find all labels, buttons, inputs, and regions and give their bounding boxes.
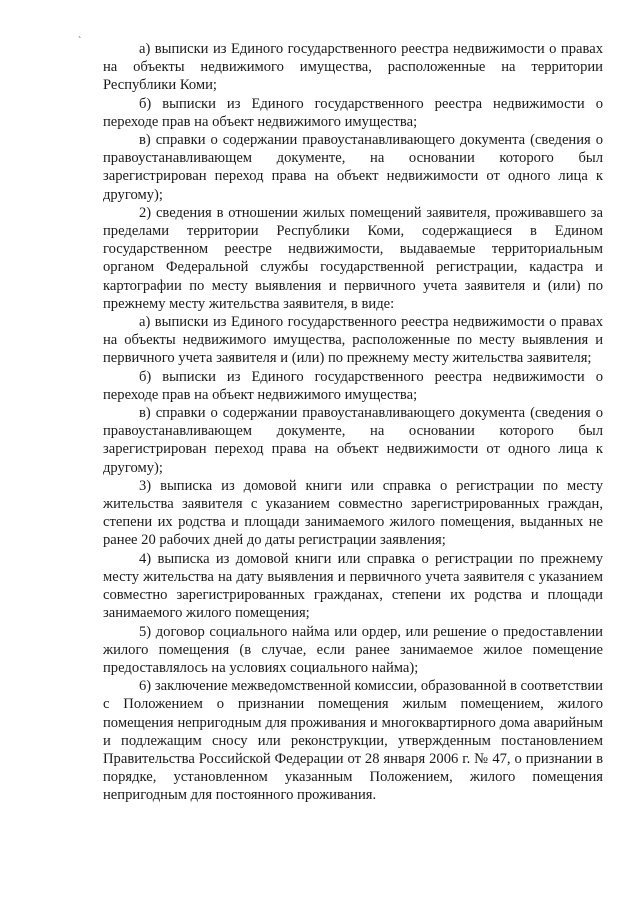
paragraph-5-social-lease: 5) договор социального найма или ордер, или решение о предоставлении жилого помещения (в случае, если ранее занимаемое жилое помещение предоставлялось на условиях социального найма); [103,623,603,676]
paragraph-1c-certificate: в) справки о содержании правоустанавливающего документа (сведения о правоустанавливающем документе, на основании которого был зарегистрирован переход права на объект недвижимости от одного лица к другому); [103,132,603,203]
paragraph-2a-extract-rights: а) выписки из Единого государственного реестра недвижимости о правах на объекты недвижимого имущества, расположенные по месту выявления и первичного учета заявителя и (или) по прежнему месту жительства заявителя; [103,314,603,367]
paragraph-3-house-book-extract: 3) выписка из домовой книги или справка о регистрации по месту жительства заявителя с указанием совместно зарегистрированных граждан, степени их родства и площади занимаемого жилого помещения, выданных не ранее 20 рабочих дней до даты регистрации заявления; [103,477,603,549]
document-page [103,40,603,805]
paragraph-1a-extract-rights: а) выписки из Единого государственного реестра недвижимости о правах на объекты недвижимого имущества, расположенные на территории Республики Коми; [103,41,603,94]
paragraph-2c-certificate: в) справки о содержании правоустанавливающего документа (сведения о правоустанавливающем документе, на основании которого был зарегистрирован переход права на объект недвижимости от одного лица к другому); [103,405,603,476]
paragraph-6-commission-conclusion: 6) заключение межведомственной комиссии, образованной в соответствии с Положением о признании помещения жилым помещением, жилого помещения непригодным для проживания и многоквартирного дома аварийным и подлежащим сносу или реконструкции, утвержденным постановлением Правительства Российской Федерации от 28 января 2006 г. № 47, о признании в порядке, установленном указанным Положением, жилого помещения непригодным для постоянного проживания. [103,678,603,804]
paragraph-1b-extract-transfer: б) выписки из Единого государственного реестра недвижимости о переходе прав на объект недвижимого имущества; [103,95,603,130]
paragraph-2-info-outside-komi: 2) сведения в отношении жилых помещений заявителя, проживавшего за пределами территории Республики Коми, содержащиеся в Едином государственном реестре недвижимости, выдаваемые территориальным органом Федеральной службы государственной регистрации, кадастра и картографии по месту выявления и первичного учета заявителя и (или) по прежнему месту жительства заявителя, в виде: [103,204,603,312]
paragraph-2b-extract-transfer: б) выписки из Единого государственного реестра недвижимости о переходе прав на объект недвижимого имущества; [103,368,603,403]
paragraph-4-previous-residence: 4) выписка из домовой книги или справка о регистрации по прежнему месту жительства на дату выявления и первичного учета заявителя с указанием совместно зарегистрированных гражданах, степени их родства и площади занимаемого жилого помещения; [103,550,603,622]
scan-mark: ` [78,36,82,47]
